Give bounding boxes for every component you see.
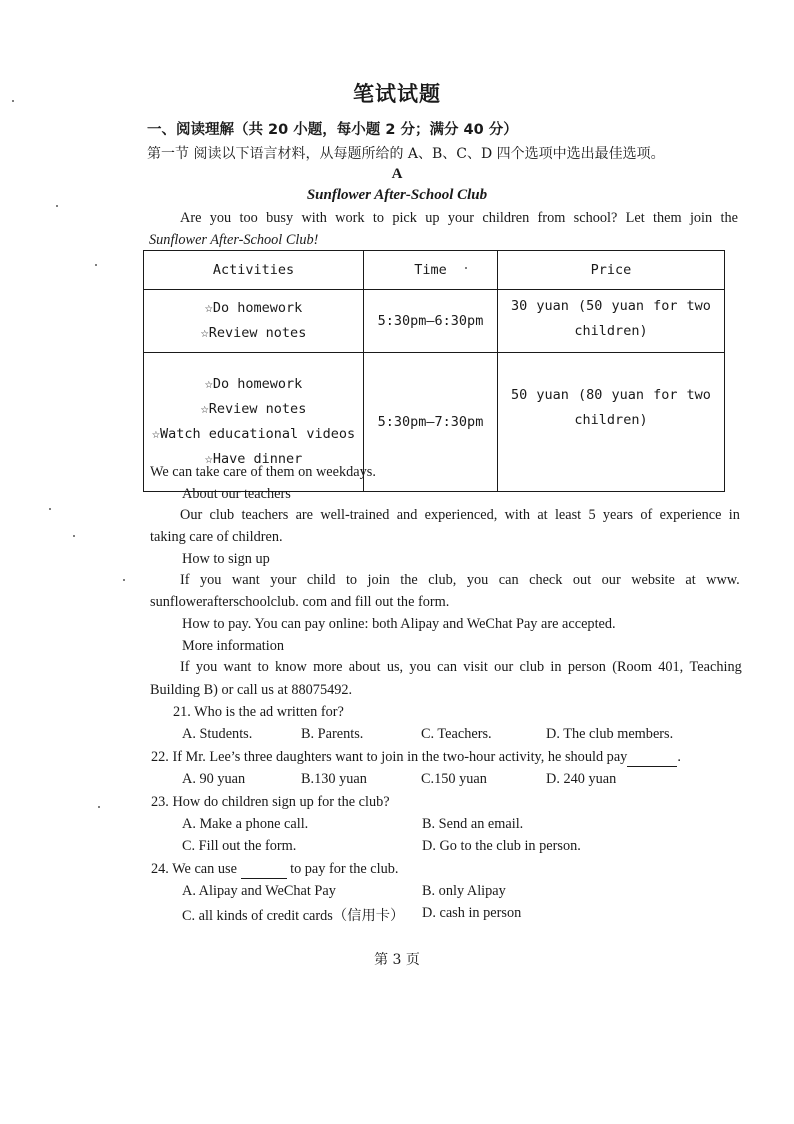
word: can [437,659,457,675]
option-d: D. The club members. [546,726,674,742]
about-heading: About our teachers [182,486,291,502]
word: club [209,507,235,523]
question-stem [151,861,398,879]
word: about [348,659,381,675]
time-cell: 5:30pm—6:30pm [364,290,498,353]
word: club [519,659,545,675]
more-line-2: Building B) or call us at 88075492. [150,682,353,698]
word: and [396,507,418,523]
page-number: 第 3 页 [374,952,420,968]
word: visit [463,659,488,675]
more-line-1 [180,659,742,676]
word: yuan [611,387,644,403]
word: experience [659,507,722,523]
word: Let [625,210,645,226]
activities-cell [144,290,364,353]
word: 30 [511,298,528,314]
word: yuan [536,298,569,314]
header-price: Price [498,251,725,290]
scan-speck [56,205,58,207]
word: of [640,507,653,523]
signup-heading: How to sign up [182,551,270,567]
table-row [144,290,725,353]
word: in [728,507,740,523]
scan-speck [123,579,125,581]
activity-item: ☆Watch educational videos [151,426,356,442]
intro-line-2: Sunflower After-School Club! [149,232,319,248]
option-b: B. Send an email. [422,816,524,832]
word: you [195,659,218,675]
price-line [511,383,711,408]
passage-title: Sunflower After-School Club [306,187,488,203]
word: experienced, [424,507,498,523]
word: two [686,387,711,403]
word: to [372,210,384,226]
option-c: C.150 yuan [421,771,487,787]
word: too [239,210,258,226]
word: 50 [511,387,528,403]
word: If [180,659,190,675]
word: (80 [577,387,603,403]
word: out [572,572,592,588]
answer-blank [241,861,287,879]
word: with [301,210,327,226]
word: for [653,298,678,314]
word: If [180,572,190,588]
activity-item: ☆Review notes [200,401,307,417]
option-b: B. Parents. [301,726,364,742]
word: want [223,659,252,675]
option-d: D. cash in person [422,905,522,921]
word: from [537,210,566,226]
word: in [550,659,562,675]
price-line: children) [574,323,648,339]
question-stem-text: 22. If Mr. Lee’s three daughters want to join in the two-hour activity, he should pay [151,749,628,765]
word: our [494,659,514,675]
price-line: children) [574,412,648,428]
word: www. [706,572,740,588]
answer-blank [627,749,677,767]
price-cell [498,290,725,353]
word: our [601,572,621,588]
word: are [295,507,314,523]
pay-line: How to pay. You can pay online: both Alipay and WeChat Pay are accepted. [182,616,616,632]
option-c: C. all kinds of credit cards（信用卡） [182,908,405,924]
word: want [231,572,260,588]
option-d: D. 240 yuan [546,771,617,787]
signup-line-2: sunflowerafterschoolclub. com and fill out the form. [150,594,450,610]
about-line-2: taking care of children. [150,529,283,545]
club-schedule-table [143,250,725,492]
option-a: A. Students. [182,726,253,742]
word: the [720,210,738,226]
word: to [345,572,358,588]
activity-item: ☆Review notes [200,325,307,341]
word: at [685,572,696,588]
scan-speck [465,267,467,269]
word: you [200,572,222,588]
word: the [400,572,418,588]
word: well-trained [320,507,390,523]
word: at [537,507,548,523]
word: you [466,572,489,588]
activity-item: ☆Have dinner [204,451,303,467]
scan-speck [73,535,75,537]
word: years [602,507,634,523]
more-heading: More information [182,638,285,654]
question-stem-end: to pay for the club. [290,861,399,877]
header-activities: Activities [144,251,364,290]
word: club, [428,572,457,588]
question-stem: 21. Who is the ad written for? [173,704,344,720]
intro-line-1 [180,210,738,227]
word: you [209,210,232,226]
signup-line-1 [180,572,740,589]
word: join [367,572,390,588]
option-c: C. Teachers. [421,726,492,742]
word: check [529,572,563,588]
word: you [409,659,431,675]
option-c: C. Fill out the form. [182,838,297,854]
word: your [447,210,475,226]
option-b: B. only Alipay [422,883,506,899]
about-line-1 [180,507,740,524]
word: 5 [588,507,596,523]
word: two [686,298,711,314]
word: know [275,659,307,675]
word: join [689,210,713,226]
word: least [554,507,582,523]
word: Our [180,507,203,523]
price-line [511,294,711,319]
scan-speck [12,100,14,102]
question-stem-end: . [677,749,681,765]
word: yuan [536,387,569,403]
word: website [631,572,675,588]
word: teachers [241,507,289,523]
option-a: A. Make a phone call. [182,816,309,832]
word: (Room [612,659,652,675]
option-a: A. Alipay and WeChat Pay [182,883,336,899]
part-instruction: 第一节 阅读以下语言材料，从每题所给的 A、B、C、D 四个选项中选出最佳选项。 [147,146,665,162]
word: busy [266,210,294,226]
option-b: B.130 yuan [301,771,367,787]
word: Are [180,210,202,226]
word: pick [392,210,417,226]
question-stem: 23. How do children sign up for the club? [151,794,390,810]
word: more [313,659,343,675]
word: 401, [658,659,684,675]
scan-speck [95,264,97,266]
page-title: 笔试试题 [353,81,441,106]
table-header-row [144,251,725,290]
question-stem [151,749,681,767]
header-time: Time [364,251,498,290]
word: to [257,659,269,675]
word: school? [573,210,618,226]
word: can [498,572,519,588]
word: with [504,507,531,523]
word: work [335,210,365,226]
question-stem-text: 24. We can use [151,861,237,877]
weekdays-note: We can take care of them on weekdays. [150,464,376,480]
word: Teaching [689,659,742,675]
word: for [653,387,678,403]
price-cell [498,353,725,492]
scan-speck [49,508,51,510]
word: them [653,210,682,226]
time-cell: 5:30pm—7:30pm [364,353,498,492]
word: children [482,210,530,226]
option-a: A. 90 yuan [182,771,246,787]
word: us, [386,659,404,675]
option-d: D. Go to the club in person. [422,838,581,854]
activity-item: ☆Do homework [204,300,303,316]
word: (50 [577,298,603,314]
word: person [567,659,606,675]
passage-letter: A [391,166,403,182]
word: child [306,572,336,588]
section-heading: 一、阅读理解（共 20 小题，每小题 2 分；满分 40 分） [147,122,518,138]
word: your [270,572,297,588]
word: yuan [611,298,644,314]
scan-speck [98,806,100,808]
activity-item: ☆Do homework [204,376,303,392]
word: up [425,210,440,226]
